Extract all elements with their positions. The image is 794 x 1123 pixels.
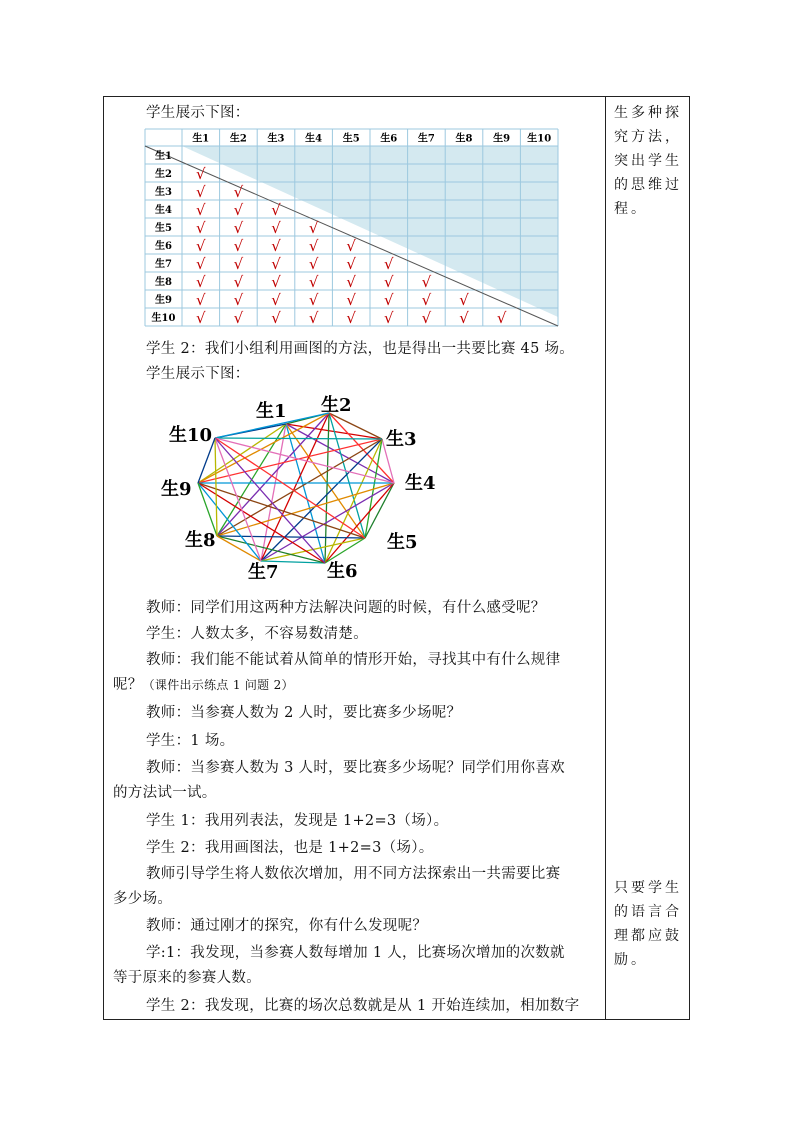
check-mark: √: [233, 291, 244, 309]
check-mark: √: [196, 183, 206, 201]
column-header: 生7: [417, 133, 435, 145]
graph-node-label: 生8: [185, 530, 216, 551]
graph-node-label: 生5: [387, 532, 418, 553]
column-header: 生6: [380, 133, 398, 145]
check-mark: √: [271, 291, 281, 309]
graph-edge: [217, 536, 365, 538]
check-mark: √: [271, 273, 281, 291]
graph-edge: [325, 413, 329, 563]
check-mark: √: [384, 291, 394, 309]
column-header: 生8: [455, 133, 473, 145]
check-mark: √: [196, 273, 206, 291]
graph-node-label: 生4: [405, 473, 436, 494]
graph-node-label: 生6: [327, 561, 358, 582]
graph-node-label: 生7: [248, 562, 279, 583]
check-mark: √: [496, 309, 507, 327]
check-mark: √: [308, 219, 319, 237]
graph-edge: [198, 413, 329, 483]
notes-column: [606, 96, 690, 1020]
row-header: 生1: [155, 151, 172, 162]
graph-node-label: 生3: [386, 429, 417, 450]
check-mark: √: [384, 273, 394, 291]
column-header: 生9: [493, 133, 511, 145]
check-mark: √: [421, 291, 432, 309]
row-header: 生3: [155, 187, 172, 198]
paragraph: [113, 673, 601, 697]
check-mark: √: [196, 219, 206, 237]
paragraph: 学生 2：我发现，比赛的场次总数就是从 1 开始连续加，相加数字: [146, 998, 580, 1014]
paragraph: 学生展示下图：: [146, 105, 250, 121]
row-header: 生9: [155, 295, 172, 306]
check-mark: √: [196, 309, 206, 327]
graph-node-label: 生2: [321, 395, 352, 416]
check-mark: √: [271, 201, 281, 219]
column-header: 生4: [305, 133, 323, 145]
paragraph: 学生 1：我用列表法，发现是 1+2=3（场）。: [146, 813, 449, 829]
row-header: 生10: [151, 313, 176, 324]
row-header: 生6: [155, 241, 172, 252]
check-mark: √: [233, 219, 244, 237]
check-mark: √: [346, 237, 356, 255]
row-header: 生7: [155, 259, 172, 270]
check-mark: √: [233, 183, 244, 201]
check-mark: √: [346, 309, 356, 327]
paragraph: 学生：1 场。: [146, 733, 235, 749]
paragraph: 等于原来的参赛人数。: [113, 970, 261, 986]
check-mark: √: [233, 201, 244, 219]
check-mark: √: [196, 201, 206, 219]
paragraph: 教师：当参赛人数为 3 人时，要比赛多少场呢？同学们用你喜欢: [146, 760, 565, 776]
graph-edge: [215, 438, 394, 483]
paragraph: 教师：当参赛人数为 2 人时，要比赛多少场呢？: [146, 705, 462, 721]
graph-edge: [215, 438, 382, 439]
check-mark: √: [308, 291, 319, 309]
margin-note: 只要学生的语言合理都应鼓励。: [614, 880, 682, 968]
text: 呢？: [113, 677, 143, 693]
paragraph: 学生 2：我们小组利用画图的方法，也是得出一共要比赛 45 场。: [146, 341, 575, 357]
row-header: 生5: [155, 223, 172, 234]
main-column: [103, 96, 605, 1020]
round-robin-graph: [103, 386, 605, 586]
margin-note: 生多种探究方法，突出学生的思维过程。: [614, 105, 682, 217]
column-header: 生5: [342, 133, 360, 145]
graph-edge: [217, 536, 261, 561]
check-mark: √: [271, 255, 281, 273]
column-header: 生10: [527, 133, 552, 145]
paragraph: 学:1：我发现，当参赛人数每增加 1 人，比赛场次增加的次数就: [146, 945, 565, 961]
row-header: 生4: [155, 205, 172, 216]
paragraph: 教师：我们能不能试着从简单的情形开始，寻找其中有什么规律: [146, 652, 561, 668]
check-mark: √: [384, 255, 394, 273]
courseware-note: （课件出示练点 1 问题 2）: [142, 678, 294, 692]
check-mark: √: [346, 273, 356, 291]
check-mark: √: [308, 309, 319, 327]
check-mark: √: [233, 309, 244, 327]
paragraph: 教师：同学们用这两种方法解决问题的时候，有什么感受呢？: [146, 600, 546, 616]
graph-node-label: 生10: [169, 425, 213, 446]
check-mark: √: [196, 237, 206, 255]
check-mark: √: [271, 309, 281, 327]
check-mark: √: [421, 309, 432, 327]
check-mark: √: [308, 255, 319, 273]
graph-edge: [198, 483, 217, 536]
row-header: 生2: [155, 169, 172, 180]
column-header: 生1: [192, 133, 210, 145]
column-header: 生2: [229, 133, 247, 145]
paragraph: 多少场。: [113, 891, 173, 907]
check-mark: √: [346, 291, 356, 309]
check-mark: √: [196, 255, 206, 273]
check-mark: √: [459, 291, 469, 309]
column-header: 生3: [267, 133, 285, 145]
paragraph: 学生展示下图：: [146, 366, 250, 382]
paragraph: 学生 2：我用画图法，也是 1+2=3（场）。: [146, 840, 434, 856]
check-mark: √: [459, 309, 469, 327]
graph-node-label: 生9: [161, 479, 192, 500]
graph-node-label: 生1: [256, 401, 287, 422]
check-mark: √: [271, 237, 281, 255]
check-mark: √: [271, 219, 281, 237]
graph-edge: [217, 483, 394, 536]
paragraph: 教师：通过刚才的探究，你有什么发现呢？: [146, 918, 428, 934]
graph-edge: [215, 438, 217, 536]
check-mark: √: [421, 273, 432, 291]
check-mark: √: [346, 255, 356, 273]
check-mark: √: [233, 255, 244, 273]
paragraph: 学生：人数太多，不容易数清楚。: [146, 626, 368, 642]
check-mark: √: [196, 165, 206, 183]
check-mark: √: [233, 237, 244, 255]
check-mark: √: [308, 237, 319, 255]
row-header: 生8: [155, 277, 172, 288]
paragraph: 教师引导学生将人数依次增加，用不同方法探索出一共需要比赛: [146, 866, 561, 882]
check-mark: √: [196, 291, 206, 309]
check-mark: √: [384, 309, 394, 327]
match-table-figure: [103, 96, 605, 336]
paragraph: 的方法试一试。: [113, 785, 217, 801]
check-mark: √: [308, 273, 319, 291]
check-mark: √: [233, 273, 244, 291]
